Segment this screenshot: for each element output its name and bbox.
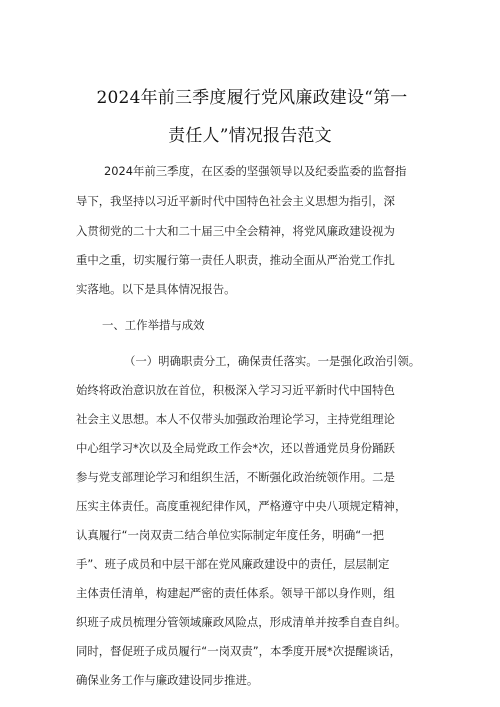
intro-line: 实落地。以下是具体情况报告。 [76, 282, 236, 296]
paragraph-line: 压实主体责任。高度重视纪律作风，严格遵守中央八项规定精神， [76, 499, 407, 513]
paragraph-line: 确保业务工作与廉政建设同步推进。 [76, 673, 259, 687]
paragraph-line: 主体责任清单，构建起严密的责任体系。领导干部以身作则，组 [76, 586, 395, 600]
intro-line: 导下，我坚持以习近平新时代中国特色社会主义思想为指引，深 [76, 194, 395, 208]
intro-line: 2024年前三季度，在区委的坚强领导以及纪委监委的监督指 [104, 164, 407, 178]
intro-line: 入贯彻党的二十大和二十届三中全会精神，将党风廉政建设视为 [76, 224, 395, 238]
paragraph-line: 中心组学习*次以及全局党政工作会*次，还以普通党员身份踊跃 [76, 441, 395, 455]
paragraph-line: （一）明确职责分工，确保责任落实。一是强化政治引领。 [124, 354, 421, 368]
document-title-line-1: 2024年前三季度履行党风廉政建设“第一 [96, 88, 408, 108]
paragraph-line: 手”、班子成员和中层干部在党风廉政建设中的责任，层层制定 [76, 557, 390, 571]
paragraph-line: 参与党支部理论学习和组织生活，不断强化政治统领作用。二是 [76, 470, 395, 484]
paragraph-line: 社会主义思想。本人不仅带头加强政治理论学习，主持党组理论 [76, 412, 395, 426]
paragraph-line: 认真履行“一岗双责二结合单位实际制定年度任务，明确“一把 [76, 528, 384, 542]
document-title-line-2: 责任人”情况报告范文 [168, 126, 332, 146]
section-heading: 一、工作举措与成效 [102, 318, 205, 332]
paragraph-line: 织班子成员梳理分管领域廉政风险点，形成清单并按季自查自纠。 [76, 615, 407, 629]
paragraph-line: 同时，督促班子成员履行“一岗双责”，本季度开展*次提醒谈话， [76, 644, 402, 658]
paragraph-line: 始终将政治意识放在首位，积极深入学习习近平新时代中国特色 [76, 383, 395, 397]
intro-line: 重中之重，切实履行第一责任人职责，推动全面从严治党工作扎 [76, 253, 395, 267]
